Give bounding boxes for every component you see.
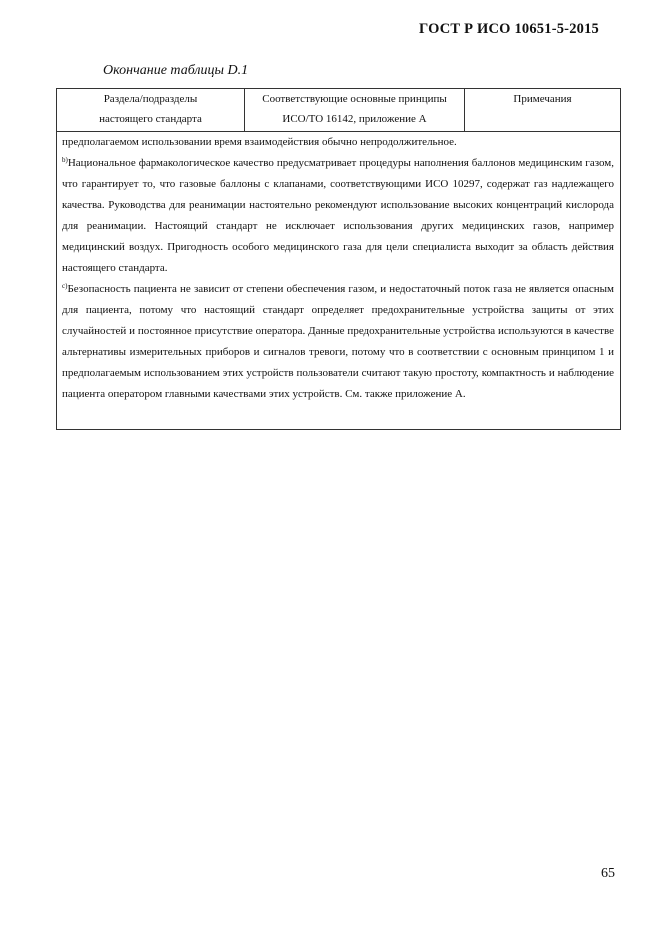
footnote-text: Национальное фармакологическое качество предусматривает процедуры наполнения баллонов медицинским газом, что гарантирует то, что газовые баллоны с клапанами, соответствующими ИСО 10297, содержат газ надлежащего качества. Руководства для реанимации настоятельно рекомендуют использование высоких концентраций кислорода для реанимации. Настоящий стандарт не исключает использования других медицинских газов, например медицинский воздух. Пригодность особого медицинского газа для цели специалиста выходит за область действия настоящего стандарта. — [62, 157, 614, 274]
continuation-text: предполагаемом использовании время взаимодействия обычно непродолжительное. — [62, 136, 457, 148]
table-caption: Окончание таблицы D.1 — [103, 63, 249, 78]
header-cell-principles — [245, 89, 465, 131]
page-number: 65 — [601, 866, 615, 881]
header-cell-line: настоящего стандарта — [99, 113, 202, 125]
table-d1 — [56, 88, 621, 430]
footnote-mark: c) — [62, 282, 68, 290]
header-cell-line: Раздела/подразделы — [103, 93, 198, 105]
document-code: ГОСТ Р ИСО 10651-5-2015 — [419, 21, 599, 37]
header-cell-line: ИСО/ТО 16142, приложение А — [282, 113, 427, 125]
header-cell-sections — [57, 89, 245, 131]
footnote-c — [62, 279, 614, 405]
table-header-row — [57, 89, 620, 132]
footnote-text: Безопасность пациента не зависит от степени обеспечения газом, и недостаточный поток газа не является опасным для пациента, потому что настоящий стандарт определяет предохранительные устройства защиты от этих случайностей и постоянное присутствие оператора. Данные предохранительные устройства используются в качестве альтернативы измерительных приборов и сигналов тревоги, потому что в соответствии с основным принципом 1 и предполагаемым использованием этих устройств пользователи считают такую простоту, компактность и наблюдение пациента оператором главными качествами этих устройств. См. также приложение А. — [62, 283, 614, 400]
footnote-mark: b) — [62, 156, 68, 164]
footnote-b — [62, 153, 614, 279]
header-cell-line: Примечания — [513, 93, 572, 105]
table-body-cell — [57, 132, 620, 405]
header-cell-notes — [465, 89, 620, 131]
header-cell-line: Соответствующие основные принципы — [262, 93, 447, 105]
